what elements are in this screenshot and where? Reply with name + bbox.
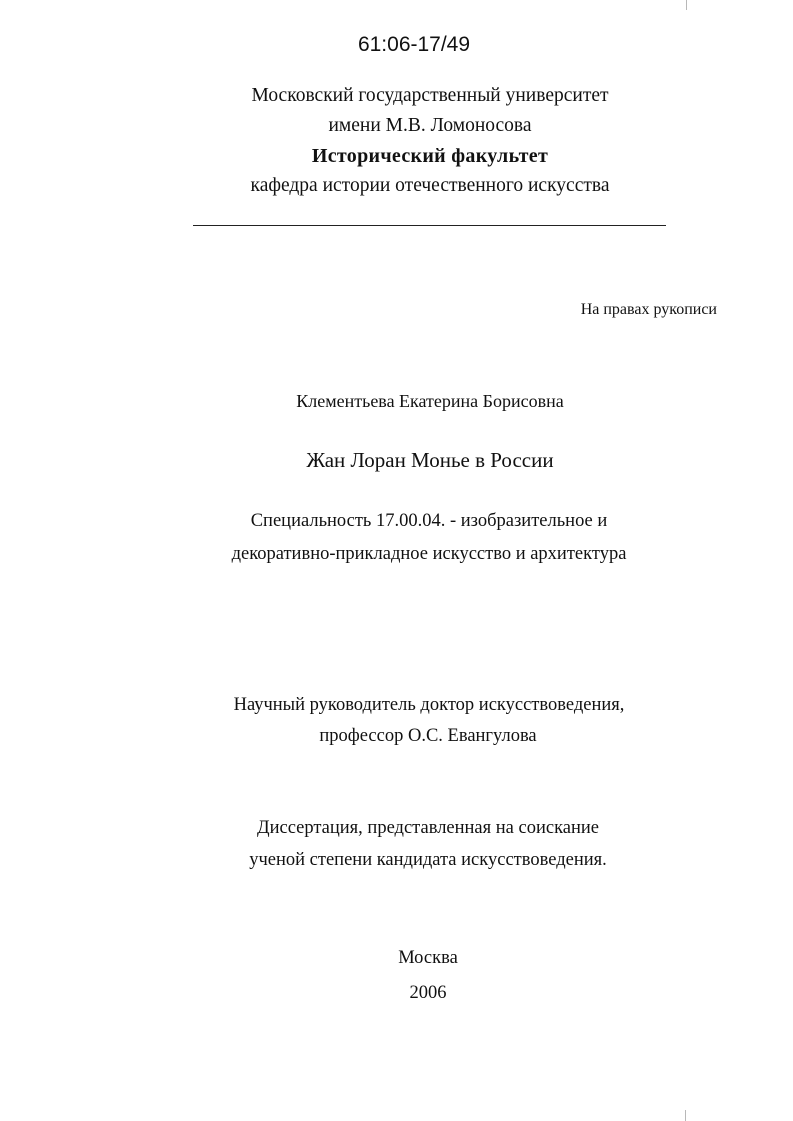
advisor-line-1: Научный руководитель доктор искусствоведения, xyxy=(233,695,625,715)
city: Москва xyxy=(398,948,458,968)
dissertation-statement-line-2: ученой степени кандидата искусствоведения. xyxy=(249,850,607,870)
specialty-line-2: декоративно-прикладное искусство и архитектура xyxy=(231,544,627,564)
scan-edge-mark xyxy=(686,0,687,10)
dissertation-title: Жан Лоран Монье в России xyxy=(306,448,554,472)
catalog-code: 61:06-17/49 xyxy=(357,33,471,56)
year: 2006 xyxy=(409,983,447,1003)
university-name: Московский государственный университет xyxy=(251,85,609,106)
department-name: кафедра истории отечественного искусства xyxy=(250,175,610,196)
scan-edge-mark xyxy=(685,1110,686,1121)
rights-note: На правах рукописи xyxy=(580,301,717,318)
specialty-line-1: Специальность 17.00.04. - изобразительное и xyxy=(250,511,608,531)
advisor-line-2: профессор О.С. Евангулова xyxy=(319,726,537,746)
author-name: Клементьева Екатерина Борисовна xyxy=(296,391,564,411)
faculty-name: Исторический факультет xyxy=(311,145,549,167)
university-named-after: имени М.В. Ломоносова xyxy=(328,115,532,136)
header-divider xyxy=(193,225,666,226)
dissertation-statement-line-1: Диссертация, представленная на соискание xyxy=(256,818,600,838)
